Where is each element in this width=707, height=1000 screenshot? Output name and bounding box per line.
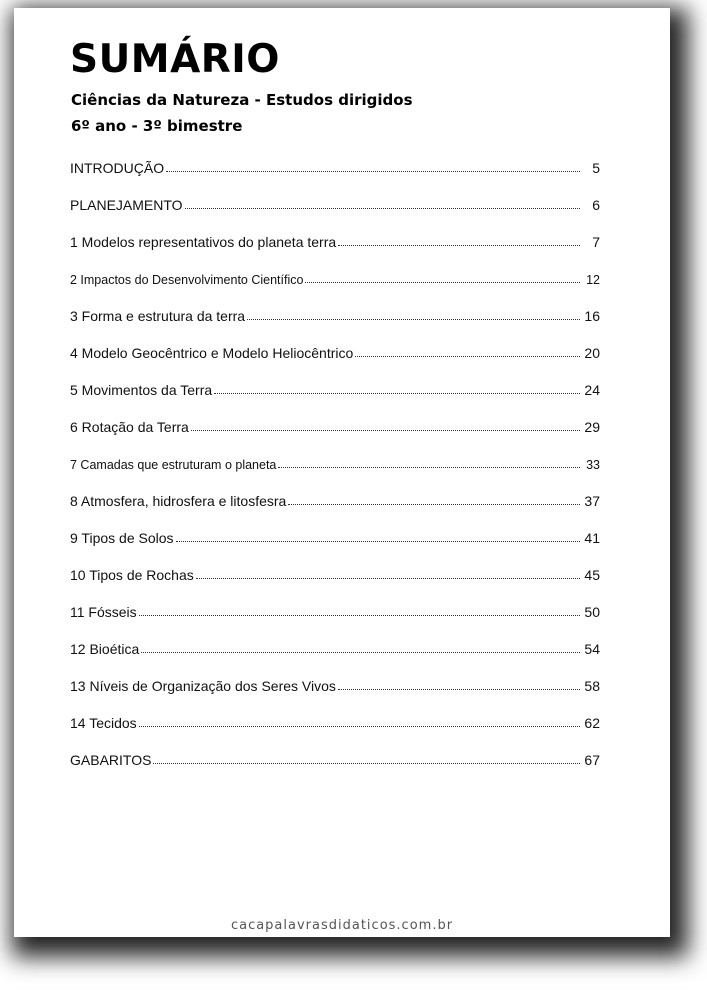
toc-entry-page: 58	[584, 678, 600, 694]
subtitle-subject: Ciências da Natureza - Estudos dirigidos	[71, 91, 413, 109]
toc-entry-label: PLANEJAMENTO	[70, 197, 183, 213]
toc-entry[interactable]	[70, 343, 600, 380]
toc-entry[interactable]	[70, 750, 600, 787]
toc-leader-dots	[166, 157, 580, 172]
toc-entry-label: 7 Camadas que estruturam o planeta	[70, 458, 277, 472]
toc-leader-dots	[288, 490, 580, 505]
toc-leader-dots	[176, 527, 580, 542]
toc-entry-label: 10 Tipos de Rochas	[70, 567, 194, 583]
table-of-contents	[70, 158, 600, 787]
toc-entry-page: 41	[584, 530, 600, 546]
toc-leader-dots	[185, 194, 580, 209]
toc-entry-label: 6 Rotação da Terra	[70, 419, 189, 435]
toc-entry-label: 2 Impactos do Desenvolvimento Científico	[70, 273, 304, 287]
toc-entry[interactable]	[70, 491, 600, 528]
toc-entry[interactable]	[70, 195, 600, 232]
toc-entry-label: 12 Bioética	[70, 641, 140, 657]
toc-entry-page: 45	[584, 567, 600, 583]
subtitle-grade: 6º ano - 3º bimestre	[71, 117, 243, 135]
toc-leader-dots	[139, 712, 580, 727]
toc-leader-dots	[191, 416, 580, 431]
toc-entry-page: 24	[584, 382, 600, 398]
toc-entry[interactable]	[70, 639, 600, 676]
toc-entry[interactable]	[70, 306, 600, 343]
toc-entry[interactable]	[70, 713, 600, 750]
toc-leader-dots	[278, 453, 580, 468]
page-title: SUMÁRIO	[70, 37, 280, 82]
toc-entry[interactable]	[70, 417, 600, 454]
toc-entry-label: 1 Modelos representativos do planeta terra	[70, 234, 337, 250]
toc-entry[interactable]	[70, 454, 600, 491]
toc-entry-page: 67	[584, 752, 600, 768]
toc-leader-dots	[139, 601, 580, 616]
toc-entry-page: 16	[584, 308, 600, 324]
toc-entry-page: 62	[584, 715, 600, 731]
toc-entry[interactable]	[70, 380, 600, 417]
toc-entry-label: 4 Modelo Geocêntrico e Modelo Heliocêntrico	[70, 345, 354, 361]
toc-entry-page: 7	[592, 234, 600, 250]
toc-entry-page: 6	[592, 197, 600, 213]
toc-entry[interactable]	[70, 269, 600, 306]
toc-entry-label: 8 Atmosfera, hidrosfera e litosfesra	[70, 493, 287, 509]
toc-entry[interactable]	[70, 602, 600, 639]
toc-entry[interactable]	[70, 565, 600, 602]
toc-leader-dots	[247, 305, 580, 320]
toc-entry-page: 50	[584, 604, 600, 620]
toc-entry-page: 54	[584, 641, 600, 657]
toc-leader-dots	[153, 749, 580, 764]
toc-entry-label: INTRODUÇÃO	[70, 160, 165, 176]
toc-entry-page: 29	[584, 419, 600, 435]
toc-leader-dots	[214, 379, 580, 394]
toc-entry-page: 5	[592, 160, 600, 176]
toc-entry-label: 11 Fósseis	[70, 604, 137, 620]
toc-leader-dots	[196, 564, 580, 579]
toc-entry[interactable]	[70, 676, 600, 713]
toc-leader-dots	[305, 268, 580, 283]
toc-entry-page: 33	[586, 458, 600, 472]
toc-entry[interactable]	[70, 528, 600, 565]
toc-entry-page: 12	[586, 273, 600, 287]
footer-website: cacapalavrasdidaticos.com.br	[230, 918, 454, 933]
toc-entry[interactable]	[70, 232, 600, 269]
toc-entry-page: 20	[584, 345, 600, 361]
toc-leader-dots	[338, 675, 580, 690]
document-page	[14, 8, 670, 937]
toc-entry-label: 3 Forma e estrutura da terra	[70, 308, 246, 324]
toc-entry-label: GABARITOS	[70, 752, 152, 768]
toc-entry-label: 9 Tipos de Solos	[70, 530, 174, 546]
toc-entry-label: 13 Níveis de Organização dos Seres Vivos	[70, 678, 336, 694]
toc-leader-dots	[141, 638, 580, 653]
toc-entry-label: 14 Tecidos	[70, 715, 137, 731]
toc-leader-dots	[338, 231, 580, 246]
toc-entry-page: 37	[584, 493, 600, 509]
toc-leader-dots	[355, 342, 580, 357]
toc-entry[interactable]	[70, 158, 600, 195]
toc-entry-label: 5 Movimentos da Terra	[70, 382, 213, 398]
